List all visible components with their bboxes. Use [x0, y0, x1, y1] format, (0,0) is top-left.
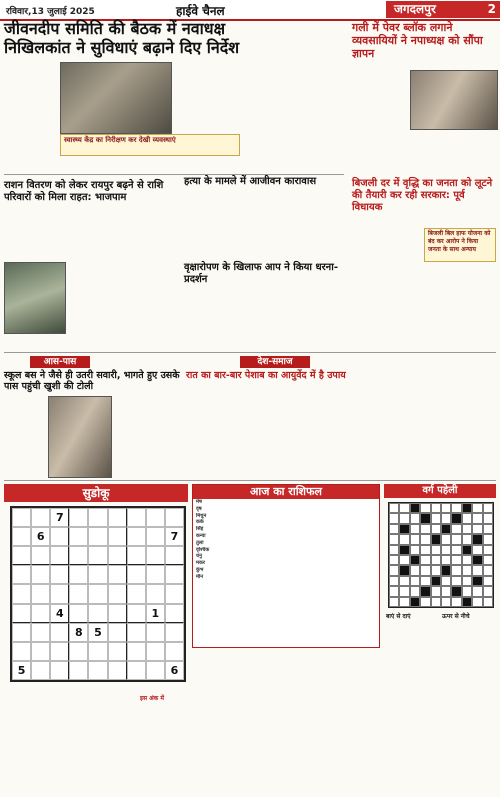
divider [4, 480, 496, 481]
sudoku-cell [50, 623, 69, 642]
crossword-cell [389, 513, 399, 523]
sudoku-cell: 7 [50, 508, 69, 527]
crossword-cell [462, 597, 472, 607]
sudoku-cell [50, 642, 69, 661]
sudoku-cell [31, 584, 50, 603]
sudoku-cell [31, 661, 50, 680]
crossword-cell [472, 597, 482, 607]
crossword-cell [431, 586, 441, 596]
horoscope-sign-name: कन्या [196, 532, 206, 539]
crossword-cell [441, 524, 451, 534]
crossword-cell [420, 503, 430, 513]
crossword-cell [441, 545, 451, 555]
story3-photo [410, 70, 498, 130]
crossword-cell [399, 555, 409, 565]
crossword-cell [431, 545, 441, 555]
sudoku-cell [50, 527, 69, 546]
sudoku-cell [50, 584, 69, 603]
crossword-cell [399, 524, 409, 534]
horoscope-sign-name: मेष [196, 499, 202, 505]
sudoku-cell [108, 642, 127, 661]
crossword-cell [451, 597, 461, 607]
sudoku-cell [12, 642, 31, 661]
crossword-cell [451, 555, 461, 565]
story3-headline: गली में पेवर ब्लॉक लगाने व्यवसायियों ने नपाध्यक्ष को सौंपा ज्ञापन [352, 21, 483, 60]
lead-photo-caption: स्वास्थ्य केंद्र का निरीक्षण कर देखी व्यवस्थाएं [60, 134, 240, 156]
crossword-cell [410, 534, 420, 544]
sudoku-cell [127, 604, 146, 623]
story4-headline: राशन वितरण को लेकर रायपुर बढ़ने से राशि परिवारों को मिला राहत: भाजपाम [4, 180, 164, 203]
story4-photo [4, 262, 66, 334]
sudoku-cell [146, 623, 165, 642]
crossword-cell [483, 555, 493, 565]
crossword-cell [472, 503, 482, 513]
crossword-cell [410, 576, 420, 586]
crossword-down-clues [442, 620, 496, 790]
sudoku-grid [10, 506, 186, 682]
sudoku-cell: 1 [146, 604, 165, 623]
horoscope-sign-row [193, 574, 379, 581]
horoscope-list [193, 499, 379, 581]
sudoku-cell [88, 527, 107, 546]
story2-headline: हत्या के मामले में आजीवन कारावास [184, 176, 317, 187]
horoscope-sign-name: कुंभ [196, 566, 204, 573]
horoscope-sign-row [193, 506, 379, 513]
sudoku-cell [69, 546, 88, 565]
story2-body [184, 190, 344, 260]
crossword-cell [431, 513, 441, 523]
sudoku-cell [108, 565, 127, 584]
page-number: 2 [487, 2, 496, 16]
sudoku-cell [165, 604, 184, 623]
divider [4, 174, 344, 175]
story4-body [4, 206, 179, 260]
sudoku-cell [127, 508, 146, 527]
crossword-title: वर्ग पहेली [384, 484, 496, 498]
sudoku-cell [31, 604, 50, 623]
sudoku-cell [12, 565, 31, 584]
crossword-cell [483, 586, 493, 596]
sudoku-cell [146, 546, 165, 565]
horoscope-sign-name: वृश्चिक [196, 546, 210, 553]
lead-column-3 [240, 62, 340, 172]
aas-paas-body-2 [114, 396, 180, 476]
crossword-cell [451, 524, 461, 534]
crossword-across-clues [386, 620, 440, 790]
horoscope-sign-row [193, 513, 379, 520]
horoscope-sign-row [193, 499, 379, 506]
sudoku-cell [88, 565, 107, 584]
crossword-cell [483, 513, 493, 523]
sudoku-cell [69, 661, 88, 680]
sudoku-cell [69, 527, 88, 546]
sudoku-cell [69, 584, 88, 603]
issue-date: रविवार,13 जुलाई 2025 [6, 7, 95, 17]
sudoku-cell [12, 584, 31, 603]
crossword-cell [472, 586, 482, 596]
desh-samaj-headline: रात का बार-बार पेशाब का आयुर्वेद में है उपाय [186, 370, 346, 381]
crossword-cell [399, 586, 409, 596]
sudoku-cell [69, 642, 88, 661]
sudoku-cell [88, 661, 107, 680]
crossword-cell [399, 545, 409, 555]
sudoku-cell [146, 508, 165, 527]
story3-body [352, 70, 408, 126]
crossword-cell [399, 503, 409, 513]
horoscope-continued [192, 650, 378, 790]
crossword-cell [483, 534, 493, 544]
sudoku-cell [108, 661, 127, 680]
aas-paas-headline: स्कूल बस ने जैसे ही उतरी सवारी, भागते हुए उसके पास पहुंची खुशी की टोली [4, 370, 180, 393]
sudoku-cell [88, 508, 107, 527]
sudoku-cell: 5 [12, 661, 31, 680]
sudoku-cell [31, 546, 50, 565]
crossword-cell [420, 524, 430, 534]
crossword-cell [462, 545, 472, 555]
sudoku-cell [146, 661, 165, 680]
crossword-cell [462, 565, 472, 575]
crossword-cell [399, 597, 409, 607]
sudoku-cell: 7 [165, 527, 184, 546]
crossword-cell [410, 503, 420, 513]
crossword-cell [462, 524, 472, 534]
crossword-cell [472, 565, 482, 575]
sudoku-cell [127, 527, 146, 546]
sudoku-cell [108, 546, 127, 565]
crossword-cell [389, 576, 399, 586]
bottom-left-text [4, 716, 188, 792]
crossword-cell [441, 555, 451, 565]
sudoku-cell [50, 546, 69, 565]
crossword-cell [451, 503, 461, 513]
sudoku-cell: 5 [88, 623, 107, 642]
sudoku-cell: 6 [31, 527, 50, 546]
crossword-cell [399, 576, 409, 586]
sudoku-cell [69, 604, 88, 623]
crossword-cell [389, 534, 399, 544]
crossword-cell [410, 545, 420, 555]
sudoku-cell [108, 604, 127, 623]
sudoku-cell [108, 527, 127, 546]
crossword-across-label: बाएं से दाएं [386, 613, 411, 620]
story4-body-2 [68, 262, 178, 342]
sudoku-cell [108, 508, 127, 527]
crossword-cell [483, 576, 493, 586]
sudoku-cell [69, 508, 88, 527]
crossword-cell [420, 565, 430, 575]
sudoku-cell [146, 527, 165, 546]
sudoku-cell [12, 508, 31, 527]
sudoku-cell [12, 623, 31, 642]
crossword-cell [420, 545, 430, 555]
sudoku-cell [50, 661, 69, 680]
crossword-cell [483, 524, 493, 534]
crossword-cell [389, 503, 399, 513]
crossword-cell [389, 597, 399, 607]
crossword-cell [483, 565, 493, 575]
aas-paas-body [4, 396, 44, 476]
section-aas-paas: आस-पास [30, 356, 90, 368]
horoscope-sign-name: मीन [196, 573, 204, 580]
sudoku-cell [88, 604, 107, 623]
lead-headline-line-2: निखिलकांत ने सुविधाएं बढ़ाने दिए निर्देश [4, 37, 240, 57]
crossword-cell [483, 503, 493, 513]
crossword-cell [410, 586, 420, 596]
crossword-cell [410, 565, 420, 575]
crossword-cell [472, 555, 482, 565]
masthead: हाईवे चैनल [176, 4, 225, 18]
desh-samaj-body [186, 386, 356, 478]
lead-column-1 [4, 60, 56, 172]
sudoku-cell [12, 546, 31, 565]
horoscope-title: आज का राशिफल [193, 485, 379, 499]
sudoku-cell: 4 [50, 604, 69, 623]
sudoku-cell [12, 527, 31, 546]
crossword-cell [462, 534, 472, 544]
horoscope-sign-name: मिथुन [196, 512, 207, 519]
horoscope-sign-name: वृष [196, 505, 202, 512]
crossword-cell [472, 534, 482, 544]
sudoku-footer: इस अंक में [140, 695, 164, 702]
sudoku-cell [165, 546, 184, 565]
story6-pullquote: बिजली बिल हाफ योजना को बंद कर आरोप ने किया जनता के साथ अन्याय [424, 228, 496, 262]
crossword-cell [410, 597, 420, 607]
crossword-cell [389, 555, 399, 565]
horoscope-sign-row [193, 540, 379, 547]
sudoku-cell [127, 584, 146, 603]
sudoku-cell [31, 642, 50, 661]
crossword-cell [462, 586, 472, 596]
crossword-cell [431, 576, 441, 586]
horoscope-sign-name: मकर [196, 560, 205, 567]
sudoku-cell [146, 584, 165, 603]
horoscope-sign-row [193, 553, 379, 560]
sudoku-cell [127, 546, 146, 565]
crossword-cell [389, 545, 399, 555]
story6-body-2 [424, 266, 496, 354]
sudoku-cell [31, 508, 50, 527]
crossword-cell [441, 513, 451, 523]
crossword-cell [431, 503, 441, 513]
crossword-cell [399, 513, 409, 523]
sudoku-cell [31, 565, 50, 584]
crossword-cell [472, 524, 482, 534]
sudoku-cell [88, 584, 107, 603]
sudoku-cell [108, 623, 127, 642]
crossword-cell [441, 576, 451, 586]
crossword-cell [441, 503, 451, 513]
crossword-cell [451, 565, 461, 575]
horoscope-box [192, 484, 380, 648]
sudoku-cell [146, 565, 165, 584]
crossword-cell [451, 586, 461, 596]
crossword-cell [431, 534, 441, 544]
crossword-cell [389, 524, 399, 534]
horoscope-sign-row [193, 560, 379, 567]
sudoku-cell [127, 661, 146, 680]
sudoku-cell [127, 623, 146, 642]
sudoku-cell [88, 642, 107, 661]
crossword-cell [451, 576, 461, 586]
sudoku-cell [69, 565, 88, 584]
crossword-cell [431, 565, 441, 575]
crossword-cell [399, 565, 409, 575]
sudoku-cell [12, 604, 31, 623]
crossword-cell [420, 597, 430, 607]
story3-body-2 [352, 130, 496, 174]
crossword-cell [462, 503, 472, 513]
sudoku-cell [165, 565, 184, 584]
lead-photo [60, 62, 172, 134]
story6-continued [362, 356, 496, 474]
aas-paas-photo [48, 396, 112, 478]
crossword-grid [388, 502, 494, 608]
crossword-cell [431, 597, 441, 607]
lead-column-2 [174, 62, 236, 132]
sudoku-cell [165, 642, 184, 661]
sudoku-cell [146, 642, 165, 661]
sudoku-cell [108, 584, 127, 603]
sudoku-cell [165, 584, 184, 603]
crossword-down-label: ऊपर से नीचे [442, 613, 470, 620]
crossword-cell [472, 576, 482, 586]
crossword-cell [410, 555, 420, 565]
lead-headline-line-1: जीवनदीप समिति की बैठक में नवाधक्ष [4, 19, 226, 38]
crossword-cell [451, 513, 461, 523]
sudoku-cell: 8 [69, 623, 88, 642]
crossword-cell [462, 576, 472, 586]
horoscope-sign-name: धनु [196, 553, 202, 560]
horoscope-sign-name: तुला [196, 539, 204, 546]
horoscope-sign-row [193, 547, 379, 554]
crossword-cell [472, 545, 482, 555]
crossword-cell [420, 586, 430, 596]
crossword-cell [451, 534, 461, 544]
crossword-cell [431, 555, 441, 565]
sudoku-cell [50, 565, 69, 584]
sudoku-cell [88, 546, 107, 565]
horoscope-sign-name: कर्क [196, 519, 204, 526]
crossword-cell [483, 597, 493, 607]
horoscope-sign-name: सिंह [196, 526, 204, 533]
crossword-cell [389, 565, 399, 575]
crossword-cell [472, 513, 482, 523]
crossword-cell [483, 545, 493, 555]
crossword-cell [451, 545, 461, 555]
story5-headline: वृक्षारोपण के खिलाफ आप ने किया धरना-प्रदर्शन [184, 262, 338, 285]
crossword-cell [420, 576, 430, 586]
crossword-cell [399, 534, 409, 544]
horoscope-sign-row [193, 519, 379, 526]
city-banner [386, 1, 500, 18]
crossword-cell [420, 534, 430, 544]
crossword-cell [441, 565, 451, 575]
crossword-cell [441, 597, 451, 607]
crossword-cell [462, 555, 472, 565]
city-name: जगदलपुर [394, 2, 436, 16]
crossword-cell [441, 586, 451, 596]
section-desh-samaj: देश-समाज [240, 356, 310, 368]
crossword-cell [441, 534, 451, 544]
crossword-cell [410, 524, 420, 534]
horoscope-sign-row [193, 533, 379, 540]
horoscope-sign-row [193, 567, 379, 574]
story5-body [184, 288, 344, 346]
crossword-cell [410, 513, 420, 523]
sudoku-title: सुडोकू [4, 484, 188, 502]
sudoku-cell [31, 623, 50, 642]
sudoku-cell [127, 565, 146, 584]
lead-headline [4, 20, 344, 58]
crossword-cell [462, 513, 472, 523]
story6-body [352, 204, 422, 354]
sudoku-cell [165, 508, 184, 527]
sudoku-cell [165, 623, 184, 642]
crossword-cell [420, 555, 430, 565]
crossword-cell [431, 524, 441, 534]
sudoku-cell: 6 [165, 661, 184, 680]
crossword-cell [389, 586, 399, 596]
story6-headline: बिजली दर में वृद्धि का जनता को लूटने की तैयारी कर रही सरकार: पूर्व विधायक [352, 178, 493, 213]
divider [4, 352, 496, 353]
crossword-cell [420, 513, 430, 523]
sudoku-cell [127, 642, 146, 661]
horoscope-sign-row [193, 526, 379, 533]
